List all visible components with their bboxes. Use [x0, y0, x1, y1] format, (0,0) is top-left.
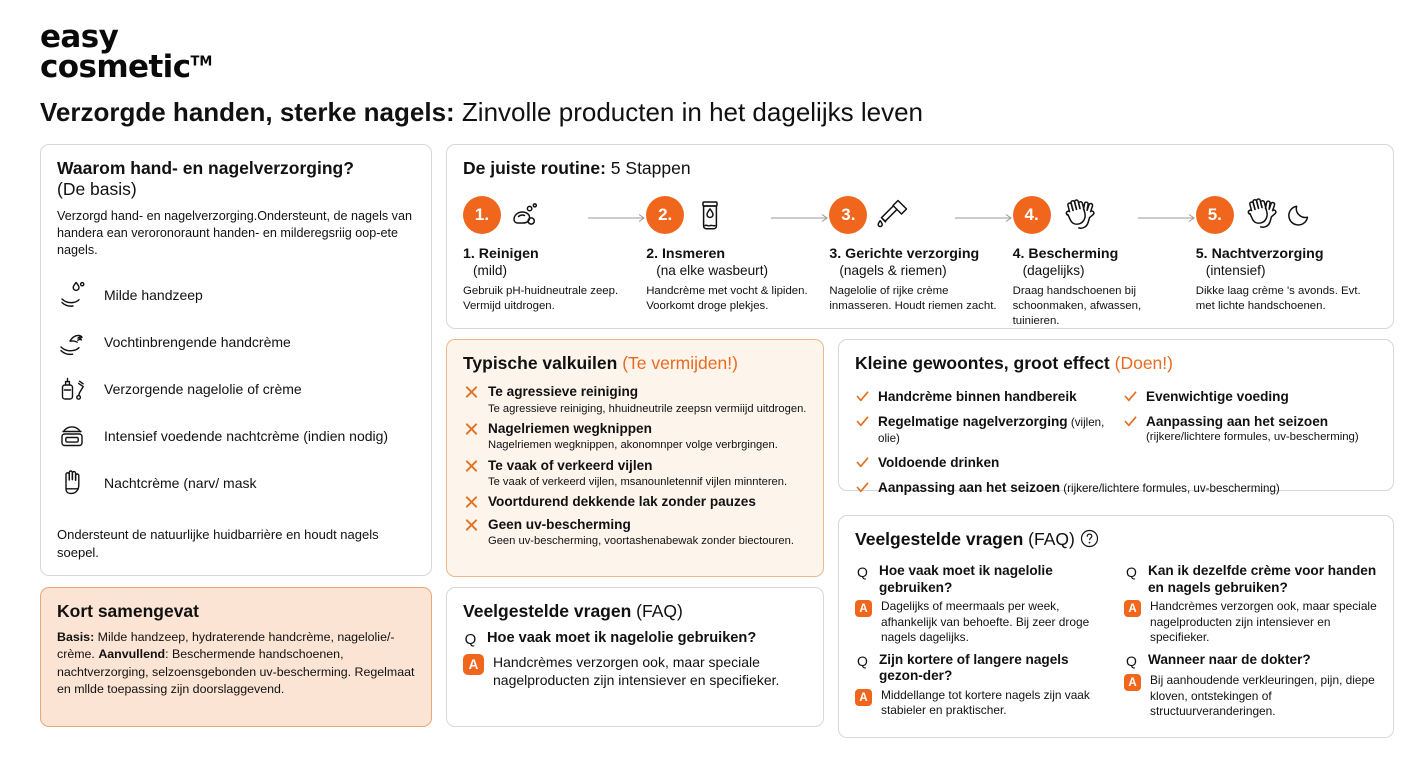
summary-text-aanvullend: : Beschermende handschoenen, nachtverzorging, selzoensgebonden uv-bescherming. Regelmaat en mllde toepassing zijn doorslaggevend. [57, 647, 415, 697]
list-item-title: Voortdurend dekkende lak zonder pauzes [488, 494, 756, 510]
list-item-label: Intensief voedende nachtcrème (indien nodig) [104, 428, 389, 444]
list-item [463, 514, 807, 549]
list-item-title [1146, 414, 1359, 445]
list-item [463, 455, 807, 490]
answer-badge: A [463, 654, 484, 675]
cream-tube-icon [690, 193, 730, 237]
habits-column-right [1123, 381, 1377, 471]
basis-item-list [57, 272, 415, 514]
brand-line-1: easy [40, 19, 119, 55]
faq-answer: Handcrèmes verzorgen ook, maar speciale nagelproducten zijn intensiever en specifieker. [1150, 599, 1377, 645]
gloves-moon-icon [1240, 193, 1314, 237]
faq-answer: Dagelijks of meermaals per week, afhankelijk van behoefte. Bij zeer droge nagels dagelijks. [881, 599, 1090, 645]
step-subtitle: (dagelijks) [1022, 263, 1085, 279]
hand-cream-icon [57, 325, 91, 359]
check-icon [1123, 389, 1138, 402]
list-item-description: Geen uv-bescherming, voortashenabewak zonder biectouren. [488, 534, 794, 547]
faq-middle-heading [463, 601, 807, 622]
list-item-label: Aanpassing aan het seizoen [878, 479, 1061, 495]
list-item [855, 389, 1109, 406]
faq-question: Hoe vaak moet ik nagelolie gebruiken? [487, 630, 757, 647]
routine-step [1013, 186, 1196, 329]
list-item-label: Handcrème binnen handbereik [878, 389, 1077, 405]
question-circle-icon [1080, 529, 1099, 548]
habits-heading [855, 353, 1377, 374]
routine-card [446, 144, 1394, 329]
pitfalls-heading-accent: (Te vermijden!) [622, 352, 738, 373]
faq-answer-row [1124, 673, 1377, 719]
brand-logo [40, 19, 1370, 86]
basis-footer-text: Ondersteunt de natuurlijke huidbarrière en houdt nagels soepel. [57, 527, 379, 560]
pitfalls-heading [463, 353, 807, 374]
faq-question-row [1124, 563, 1377, 596]
routine-heading-light: 5 Stappen [605, 157, 691, 178]
check-icon [855, 455, 870, 468]
summary-label-basis: Basis: [57, 629, 95, 644]
faq-heading-light: (FAQ) [1028, 528, 1075, 549]
step-description: Gebruik pH-huidneutrale zeep. Vermijd uitdrogen. [463, 285, 619, 313]
step-description: Dikke laag crème 's avonds. Evt. met lichte handschoenen. [1195, 285, 1361, 313]
faq-question: Hoe vaak moet ik nagelolie gebruiken? [879, 563, 1053, 595]
list-item-title: Te vaak of verkeerd vijlen [488, 457, 653, 473]
step-top [1196, 186, 1371, 244]
cross-icon [463, 421, 480, 436]
check-icon [1123, 414, 1138, 427]
routine-step [829, 186, 1012, 329]
cross-icon [463, 494, 480, 509]
list-item-label: Milde handzeep [104, 287, 203, 303]
step-subtitle: (mild) [473, 263, 507, 279]
nail-oil-dropper-icon [57, 372, 91, 406]
check-icon [855, 389, 870, 402]
list-item [463, 418, 807, 453]
step-description: Nagelolie of rijke crème inmasseren. Houdt riemen zacht. [829, 285, 997, 313]
faq-card-middle [446, 587, 824, 727]
step-subtitle: (intensief) [1205, 263, 1266, 279]
list-item-description: Te agressieve reiniging, hhuidneutrile zeepsn vermiijd uitdrogen. [488, 402, 807, 415]
faq-question: Zijn kortere of langere nagels gezon-der? [879, 651, 1069, 684]
step-subtitle: (nagels & riemen) [839, 263, 947, 279]
routine-step [463, 186, 646, 329]
list-item-description: Nagelriemen wegknippen, akonomnper volge verbrgingen. [488, 439, 778, 452]
list-item [855, 414, 1109, 447]
basis-intro: Verzorgd hand- en nagelverzorging.Ondersteunt, de nagels van handera ean veroronoraunt handen- en milderegsriig oop‑ete nagels. [57, 208, 412, 257]
summary-heading: Kort samengevat [57, 600, 199, 621]
faq-grid [855, 557, 1377, 719]
habits-column-left [855, 381, 1109, 471]
faq-item [855, 563, 1108, 646]
summary-text-basis: Milde handzeep, hydraterende handcrème, nagelolie/-crème. [57, 629, 395, 662]
step-description: Handcrème met vocht & lipiden. Voorkomt droge plekjes. [646, 285, 808, 313]
faq-answer-row [1124, 599, 1377, 645]
faq-answer: Handcrèmes verzorgen ook, maar speciale nagelproducten zijn intensiever en specifieker. [493, 653, 780, 689]
summary-label-aanvullend: Aanvullend [98, 647, 166, 662]
gloves-icon [1057, 193, 1103, 237]
faq-right-heading [855, 529, 1377, 550]
step-arrow-icon [955, 213, 1017, 223]
summary-text [57, 629, 415, 698]
step-badge: 1. [463, 196, 501, 234]
question-marker: Q [1126, 652, 1137, 669]
pitfalls-list [463, 381, 807, 548]
faq-answer-row [855, 688, 1108, 719]
soap-bar-bubbles-icon [507, 195, 547, 235]
step-subtitle: (na elke wasbeurt) [656, 263, 769, 279]
faq-question-row [855, 563, 1108, 596]
cross-icon [463, 458, 480, 473]
step-badge: 2. [646, 196, 684, 234]
question-marker: Q [857, 652, 868, 669]
faq-item [1124, 563, 1377, 646]
step-description: Draag handschoenen bij schoonmaken, afwassen, tuinieren. [1012, 285, 1142, 327]
step-arrow-icon [771, 213, 833, 223]
list-item [855, 480, 1377, 497]
step-badge: 5. [1196, 196, 1234, 234]
answer-badge: A [1124, 600, 1141, 617]
glove-icon [57, 466, 91, 500]
list-item-title [1146, 389, 1289, 406]
basis-heading [57, 158, 415, 201]
list-item-title [878, 455, 999, 472]
list-item-description: Te vaak of verkeerd vijlen, msanounletennif vijlen minnteren. [488, 475, 788, 488]
list-item [463, 491, 807, 511]
faq-card-right [838, 515, 1394, 738]
list-item [57, 272, 415, 318]
routine-step [1196, 186, 1379, 329]
faq-answer: Middellange tot kortere nagels zijn vaak stabieler en praktischer. [881, 688, 1090, 718]
faq-item [855, 652, 1108, 720]
list-item-label: Nachtcrème (narv/ mask [104, 475, 257, 491]
list-item [855, 455, 1109, 472]
trademark-symbol: TM [190, 55, 213, 71]
basis-heading-text: Waarom hand- en nagelverzorging? [57, 157, 354, 178]
list-item [57, 366, 415, 412]
list-item [1123, 414, 1377, 445]
list-item-label: Aanpassing aan het seizoen [1146, 413, 1329, 429]
basis-card [40, 144, 432, 576]
faq-question-row [1124, 652, 1377, 670]
page-title-light: Zinvolle producten in het dagelijks leven [454, 96, 923, 127]
step-title: 3. Gerichte verzorging [829, 246, 980, 263]
habits-heading-text: Kleine gewoontes, groot effect [855, 352, 1110, 373]
question-marker: Q [857, 564, 868, 581]
step-title: 1. Reinigen [463, 246, 539, 263]
page-title-bold: Verzorgde handen, sterke nagels: [40, 96, 455, 127]
faq-answer-row [463, 653, 807, 690]
list-item-label: Evenwichtige voeding [1146, 389, 1289, 405]
routine-heading [463, 158, 1379, 179]
check-icon [855, 480, 870, 493]
hand-soap-drop-icon [57, 278, 91, 312]
cross-icon [463, 384, 480, 399]
faq-heading-light: (FAQ) [636, 600, 683, 621]
summary-card [40, 587, 432, 727]
faq-question: Kan ik dezelfde crème voor handen en nagels gebruiken? [1148, 563, 1377, 595]
list-item [57, 460, 415, 506]
step-badge: 3. [829, 196, 867, 234]
brand-line-2: cosmetic [40, 49, 191, 86]
list-item-title: Geen uv-bescherming [488, 516, 631, 532]
step-arrow-icon [1138, 213, 1200, 223]
list-item-label: Voldoende drinken [878, 455, 1000, 471]
list-item-title: Nagelriemen wegknippen [488, 420, 652, 436]
basis-subheading: (De basis) [57, 179, 137, 200]
routine-heading-bold: De juiste routine: [463, 157, 606, 178]
answer-badge: A [855, 600, 872, 617]
list-item-note: (rijkere/lichtere formules, uv-bescherming) [1146, 431, 1359, 444]
step-badge: 4. [1013, 196, 1051, 234]
habits-columns [855, 381, 1377, 471]
list-item-title: Te agressieve reiniging [488, 384, 639, 400]
list-item-title [878, 389, 1077, 406]
faq-question: Wanneer naar de dokter? [1148, 651, 1311, 667]
list-item [57, 319, 415, 365]
list-item-label: Regelmatige nagelverzorging [878, 413, 1068, 429]
habits-card [838, 339, 1394, 495]
list-item-title [878, 480, 1280, 497]
list-item [57, 413, 415, 459]
step-title: 5. Nachtverzorging [1195, 246, 1324, 263]
cross-icon [463, 517, 480, 532]
answer-badge: A [1124, 674, 1141, 691]
list-item-note: (rijkere/lichtere formules, uv-bescherming) [1060, 481, 1280, 495]
list-item-label: Verzorgende nagelolie of crème [104, 381, 302, 397]
list-item-title [878, 414, 1109, 447]
step-arrow-icon [588, 213, 650, 223]
list-item [463, 381, 807, 416]
faq-question-row [463, 630, 807, 650]
pitfalls-card [446, 339, 824, 577]
faq-answer: Bij aanhoudende verkleuringen, pijn, diepe kloven, ontstekingen of structuurveranderingen. [1150, 673, 1375, 718]
list-item-label: Vochtinbrengende handcrème [104, 334, 291, 350]
faq-item [1124, 652, 1377, 720]
question-marker: Q [464, 631, 477, 649]
faq-heading-text: Veelgestelde vragen [463, 600, 632, 621]
faq-question-row [855, 652, 1108, 685]
cream-jar-icon [57, 419, 91, 453]
step-title: 2. Insmeren [646, 246, 726, 263]
pitfalls-heading-text: Typische valkuilen [463, 352, 618, 373]
faq-item [463, 630, 807, 689]
question-marker: Q [1126, 564, 1137, 581]
content-grid [40, 144, 1377, 738]
answer-badge: A [855, 689, 872, 706]
step-title: 4. Bescherming [1012, 246, 1119, 263]
list-item [1123, 389, 1377, 406]
routine-steps [463, 186, 1379, 329]
habits-heading-accent: (Doen!) [1114, 352, 1173, 373]
list-item-note: (vijlen, olie) [878, 415, 1105, 446]
faq-answer-row [855, 599, 1108, 645]
page-title [40, 97, 1370, 128]
routine-step [646, 186, 829, 329]
dropper-pipette-icon [873, 194, 915, 236]
moon-icon [1288, 200, 1314, 230]
check-icon [855, 414, 870, 427]
faq-heading-text: Veelgestelde vragen [855, 528, 1024, 549]
